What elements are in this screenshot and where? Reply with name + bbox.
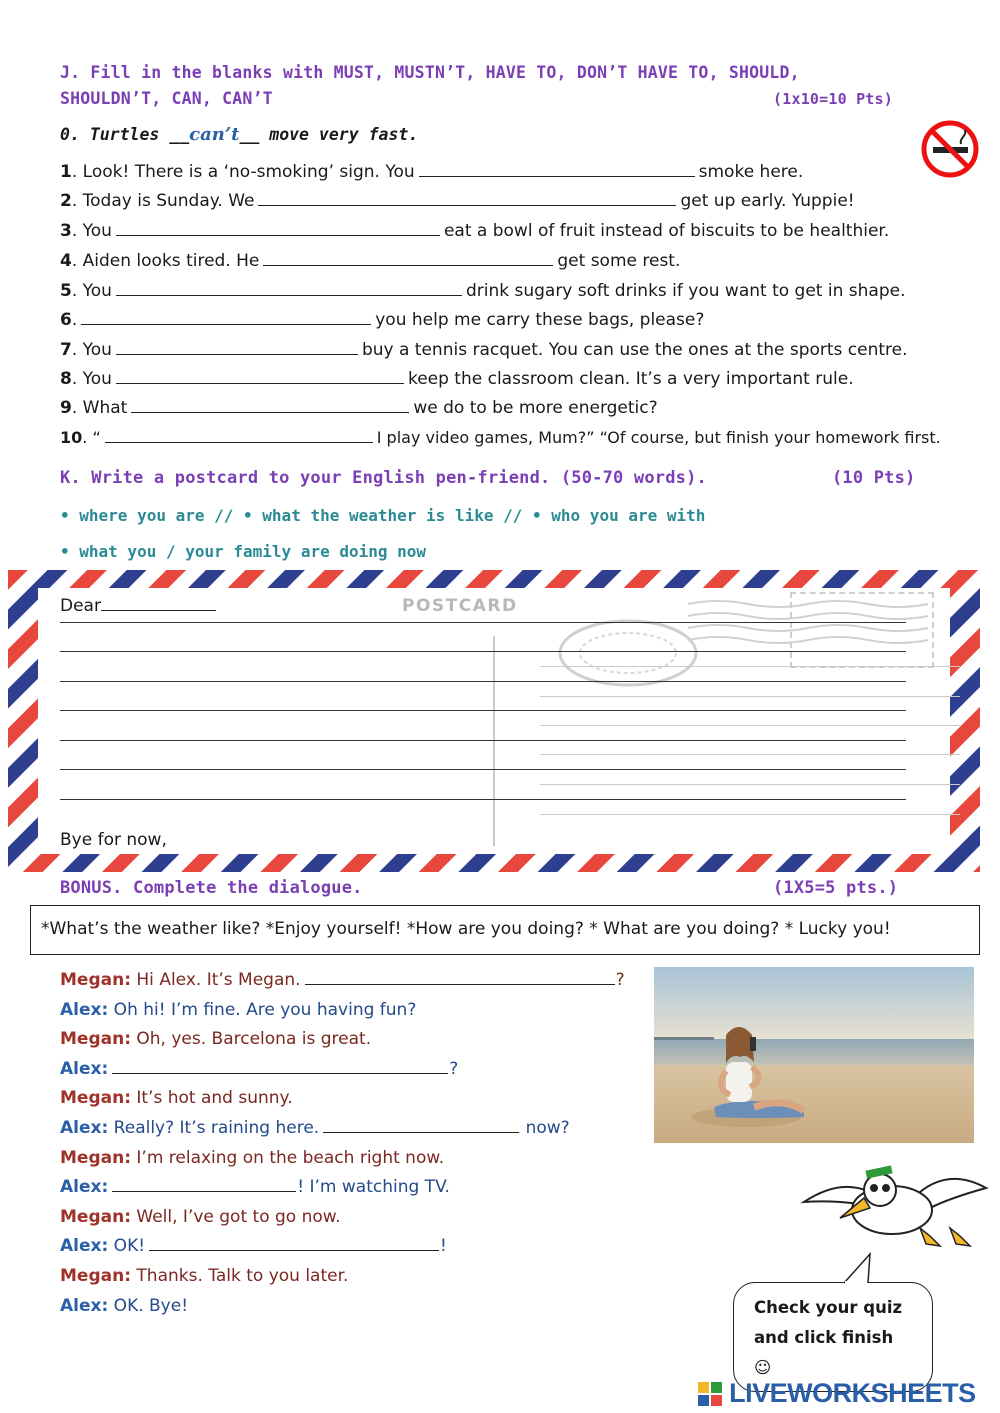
dialogue-tail: now? — [520, 1118, 570, 1138]
speaker-name: Megan: — [60, 1029, 131, 1050]
postcard-line[interactable] — [60, 740, 906, 741]
liveworksheets-logo-icon — [698, 1382, 724, 1406]
question-text-after: you help me carry these bags, please? — [375, 310, 705, 330]
answer-blank[interactable] — [105, 428, 373, 443]
dialogue-blank[interactable] — [149, 1236, 439, 1251]
question-number: 7 — [60, 340, 72, 360]
speech-bubble — [733, 1282, 933, 1392]
dialogue-line-alex — [60, 1000, 416, 1020]
no-smoking-icon — [921, 120, 979, 178]
question-row — [60, 162, 803, 182]
dialogue-line-alex — [60, 1296, 188, 1316]
dialogue-text: Well, I’ve got to go now. — [131, 1206, 341, 1227]
question-text-after: get up early. Yuppie! — [680, 191, 855, 211]
question-text-before: . Look! There is a ‘no-smoking’ sign. You — [71, 162, 415, 182]
example-before: Turtles __ — [89, 125, 190, 144]
dialogue-tail: ! I’m watching TV. — [297, 1177, 450, 1198]
question-row — [60, 191, 855, 211]
speaker-name: Megan: — [60, 1088, 131, 1109]
speaker-name: Megan: — [60, 970, 131, 990]
answer-blank[interactable] — [116, 221, 440, 236]
bubble-line2: and click finish — [754, 1328, 894, 1347]
example-sentence — [60, 124, 418, 145]
bubble-smiley: ☺ — [754, 1358, 772, 1377]
question-row — [60, 340, 908, 360]
question-text-before: . You — [71, 369, 112, 389]
postcard-prompts-line2: • what you / your family are doing now — [60, 542, 427, 561]
dialogue-line-megan — [60, 1088, 293, 1108]
question-text-before: . “ — [82, 428, 101, 447]
question-row — [60, 428, 941, 447]
question-text-after: we do to be more energetic? — [413, 398, 658, 418]
question-row — [60, 221, 889, 241]
answer-blank[interactable] — [258, 191, 676, 206]
dialogue-tail: ? — [615, 970, 625, 990]
question-text-before: . You — [71, 221, 112, 241]
postcard-line[interactable] — [60, 769, 906, 770]
question-number: 6 — [60, 310, 72, 330]
dialogue-text: Thanks. Talk to you later. — [131, 1266, 349, 1286]
question-text-before: . You — [71, 340, 112, 360]
postcard-line[interactable] — [60, 622, 906, 623]
dialogue-line-alex — [60, 1236, 447, 1256]
dialogue-text: Oh hi! I’m fine. Are you having fun? — [108, 999, 417, 1020]
seagull-mascot-icon — [800, 1158, 990, 1258]
dialogue-line-megan — [60, 1266, 348, 1286]
question-text-before: . — [71, 310, 78, 330]
word-bank: *What’s the weather like? *Enjoy yourself! *How are you doing? * What are you doing? * Lucky you! — [30, 905, 980, 955]
dear-label: Dear — [60, 596, 101, 616]
question-number: 1 — [60, 162, 72, 182]
question-row — [60, 281, 905, 301]
dialogue-text: It’s hot and sunny. — [131, 1088, 293, 1109]
dialogue-line-megan — [60, 1148, 444, 1168]
question-text-after: I play video games, Mum?” “Of course, but finish your homework first. — [376, 428, 941, 447]
question-text-before: . You — [71, 281, 112, 301]
speaker-name: Megan: — [60, 1147, 131, 1168]
section-j-title-line2: SHOULDN’T, CAN, CAN’T — [60, 89, 273, 108]
answer-blank[interactable] — [116, 281, 462, 296]
question-number: 5 — [60, 281, 72, 301]
question-text-after: keep the classroom clean. It’s a very important rule. — [407, 369, 854, 389]
example-number: 0. — [60, 125, 80, 144]
postcard-label: POSTCARD — [402, 596, 518, 616]
answer-blank[interactable] — [116, 340, 358, 355]
bubble-line1: Check your quiz — [754, 1298, 903, 1317]
dialogue-line-megan — [60, 970, 625, 990]
example-answer: can’t — [189, 124, 240, 145]
liveworksheets-logo — [698, 1378, 976, 1408]
question-row — [60, 251, 680, 271]
postcard-divider — [493, 636, 495, 846]
postcard-prompts-line1: • where you are // • what the weather is like // • who you are with — [60, 506, 706, 525]
speaker-name: Alex: — [60, 999, 109, 1020]
bonus-title: BONUS. Complete the dialogue. — [60, 878, 363, 898]
beach-photo — [654, 967, 974, 1143]
bubble-tail-icon — [840, 1252, 880, 1284]
answer-blank[interactable] — [419, 162, 695, 177]
dialogue-tail: ? — [449, 1058, 459, 1079]
question-number: 3 — [60, 221, 72, 241]
dialogue-text: Really? It’s raining here. — [108, 1118, 320, 1138]
dialogue-text: OK. Bye! — [108, 1295, 189, 1316]
dialogue-text: OK! — [108, 1236, 146, 1257]
section-k-title: K. Write a postcard to your English pen-friend. (50-70 words). — [60, 468, 707, 488]
brand-text: LIVEWORKSHEETS — [729, 1378, 976, 1408]
speaker-name: Alex: — [60, 1295, 109, 1316]
dialogue-blank[interactable] — [112, 1059, 448, 1074]
dialogue-text: Hi Alex. It’s Megan. — [131, 970, 301, 990]
postcard-line[interactable] — [60, 681, 906, 682]
closing-text: Bye for now, — [60, 830, 167, 850]
question-row — [60, 369, 854, 389]
bonus-points: (1X5=5 pts.) — [773, 878, 899, 898]
section-k-points: (10 Pts) — [832, 468, 916, 488]
question-number: 9 — [60, 398, 72, 418]
postcard-line[interactable] — [60, 651, 906, 652]
address-line — [540, 696, 960, 697]
question-number: 4 — [60, 251, 72, 271]
postcard-writing-area — [38, 588, 950, 854]
question-text-after: get some rest. — [557, 251, 681, 271]
question-row — [60, 310, 704, 330]
question-text-before: . Aiden looks tired. He — [71, 251, 260, 271]
stamp-box — [790, 592, 934, 668]
speaker-name: Alex: — [60, 1236, 109, 1257]
dialogue-text: I’m relaxing on the beach right now. — [131, 1147, 445, 1168]
dialogue-blank[interactable] — [323, 1118, 519, 1133]
postcard — [8, 570, 980, 872]
dialogue-text: Oh, yes. Barcelona is great. — [131, 1029, 372, 1050]
dialogue-line-megan — [60, 1207, 341, 1227]
postcard-line[interactable] — [60, 710, 906, 711]
address-line — [540, 725, 960, 726]
speaker-name: Alex: — [60, 1118, 109, 1138]
dear-blank[interactable] — [101, 596, 216, 611]
question-number: 8 — [60, 369, 72, 389]
answer-blank[interactable] — [81, 310, 371, 325]
dialogue-blank[interactable] — [305, 970, 615, 985]
question-text-after: drink sugary soft drinks if you want to get in shape. — [465, 281, 906, 301]
question-row — [60, 398, 658, 418]
section-j-title-line1: J. Fill in the blanks with MUST, MUSTN’T, HAVE TO, DON’T HAVE TO, SHOULD, — [60, 63, 800, 82]
question-text-after: smoke here. — [698, 162, 804, 182]
speaker-name: Megan: — [60, 1206, 131, 1227]
question-text-before: . What — [71, 398, 128, 418]
speaker-name: Alex: — [60, 1177, 109, 1198]
address-line — [540, 754, 960, 755]
answer-blank[interactable] — [263, 251, 553, 266]
postcard-line[interactable] — [60, 799, 906, 800]
question-text-after: buy a tennis racquet. You can use the ones at the sports centre. — [361, 340, 908, 360]
dear-line — [60, 596, 216, 616]
dialogue-line-alex — [60, 1059, 458, 1079]
address-line — [540, 666, 960, 667]
dialogue-tail: ! — [440, 1236, 447, 1257]
dialogue-line-megan — [60, 1029, 371, 1049]
dialogue-blank[interactable] — [112, 1177, 296, 1192]
address-line — [540, 814, 960, 815]
speaker-name: Megan: — [60, 1266, 131, 1286]
answer-blank[interactable] — [116, 369, 404, 384]
dialogue-line-alex — [60, 1118, 570, 1138]
question-text-before: . Today is Sunday. We — [71, 191, 255, 211]
address-line — [540, 784, 960, 785]
example-after: __ move very fast. — [239, 125, 419, 144]
answer-blank[interactable] — [131, 398, 409, 413]
section-j-points: (1x10=10 Pts) — [773, 90, 893, 108]
dialogue-line-alex — [60, 1177, 450, 1197]
question-number: 10 — [60, 428, 83, 447]
question-number: 2 — [60, 191, 72, 211]
speaker-name: Alex: — [60, 1058, 109, 1079]
question-text-after: eat a bowl of fruit instead of biscuits to be healthier. — [443, 221, 890, 241]
